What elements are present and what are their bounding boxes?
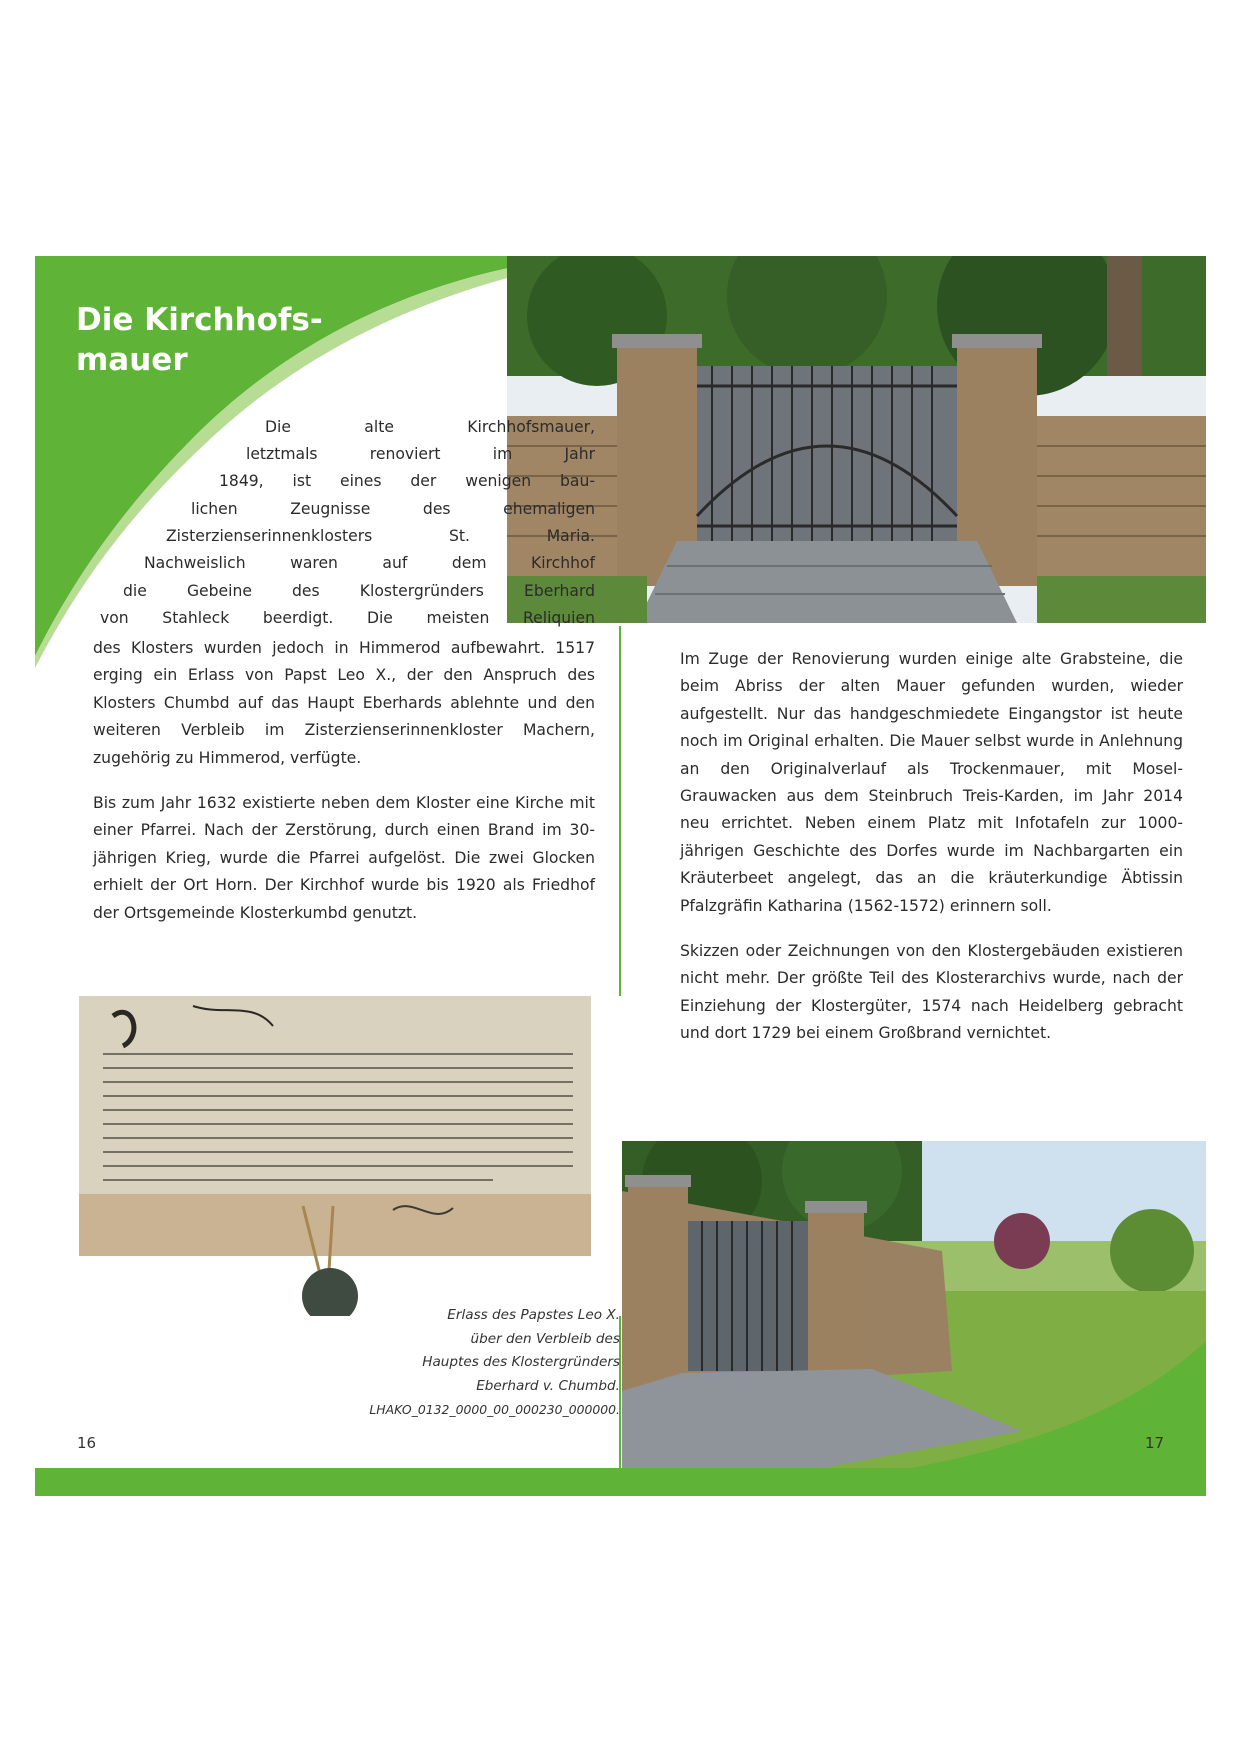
caption-line-4: Eberhard v. Chumbd.	[476, 1377, 620, 1394]
caption-line-1: Erlass des Papstes Leo X.	[447, 1307, 620, 1323]
footer-green-bar	[35, 1468, 1206, 1496]
caption-line-2: über den Verbleib des	[470, 1330, 620, 1347]
caption-line-3: Hauptes des Klostergründers	[422, 1354, 620, 1370]
page-number-left: 16	[77, 1434, 97, 1452]
left-column-text	[93, 635, 595, 927]
right-column-text	[680, 646, 1183, 1048]
photo-cemetery-gate	[507, 256, 1206, 623]
intro-line-5: Zisterzienserinnenklosters St. Maria.	[166, 527, 595, 545]
intro-line-7: die Gebeine des Klostergründers Eberhard	[123, 582, 595, 600]
intro-line-2: letztmals renoviert im Jahr	[246, 445, 595, 463]
brochure-spread	[35, 256, 1206, 1496]
image-caption	[315, 1304, 620, 1422]
photo-papal-decree	[73, 996, 621, 1316]
right-paragraph-2: Skizzen oder Zeichnungen von den Klostergebäuden existieren nicht mehr. Der größte Teil des Klosterarchivs wurde, nach der Einziehung der Klostergüter, 1574 nach Heidelberg gebracht und dort 1729 bei einem Großbrand vernichtet.	[680, 942, 1183, 1043]
page-title-line-1: Die Kirchhofs-	[76, 302, 323, 338]
caption-archive-reference: LHAKO_0132_0000_00_000230_000000.	[369, 1402, 620, 1417]
page-title-line-2: mauer	[76, 342, 188, 378]
intro-line-3: 1849, ist eines der wenigen bau-	[219, 472, 595, 490]
left-paragraph-2: Bis zum Jahr 1632 existierte neben dem Kloster eine Kirche mit einer Pfarrei. Nach der Zerstörung, durch einen Brand im 30-jährigen Krieg, wurde die Pfarrei aufgelöst. Die zwei Glocken erhielt der Ort Horn. Der Kirchhof wurde bis 1920 als Friedhof der Ortsgemeinde Klosterkumbd genutzt.	[93, 794, 595, 922]
page-number-right: 17	[1145, 1434, 1165, 1452]
intro-line-4: lichen Zeugnisse des ehemaligen	[191, 500, 595, 518]
intro-line-8: von Stahleck beerdigt. Die meisten Reliquien	[100, 609, 595, 627]
intro-line-6: Nachweislich waren auf dem Kirchhof	[144, 554, 595, 572]
page-title	[76, 300, 323, 380]
photo-wall-side-view	[622, 1141, 1206, 1468]
left-paragraph-1: des Klosters wurden jedoch in Himmerod aufbewahrt. 1517 erging ein Erlass von Papst Leo X., der den Anspruch des Klosters Chumbd auf das Haupt Eberhards ablehnte und den weiteren Verbleib im Zisterzienserinnenkloster Machern, zugehörig zu Himmerod, verfügte.	[93, 639, 595, 767]
intro-line-1: Die alte Kirchhofsmauer,	[265, 418, 595, 436]
right-paragraph-1: Im Zuge der Renovierung wurden einige alte Grabsteine, die beim Abriss der alten Mauer gefunden wurden, wieder aufgestellt. Nur das handgeschmiedete Eingangstor ist heute noch im Original erhalten. Die Mauer selbst wurde in Anlehnung an den Originalverlauf als Trockenmauer, mit Mosel-Grauwacken aus dem Steinbruch Treis-Karden, im Jahr 2014 neu errichtet. Neben einem Platz mit Infotafeln zur 1000-jährigen Geschichte des Dorfes wurde im Nachbargarten ein Kräuterbeet angelegt, das an die kräuterkundige Äbtissin Pfalzgräfin Katharina (1562-1572) erinnern soll.	[680, 650, 1183, 915]
